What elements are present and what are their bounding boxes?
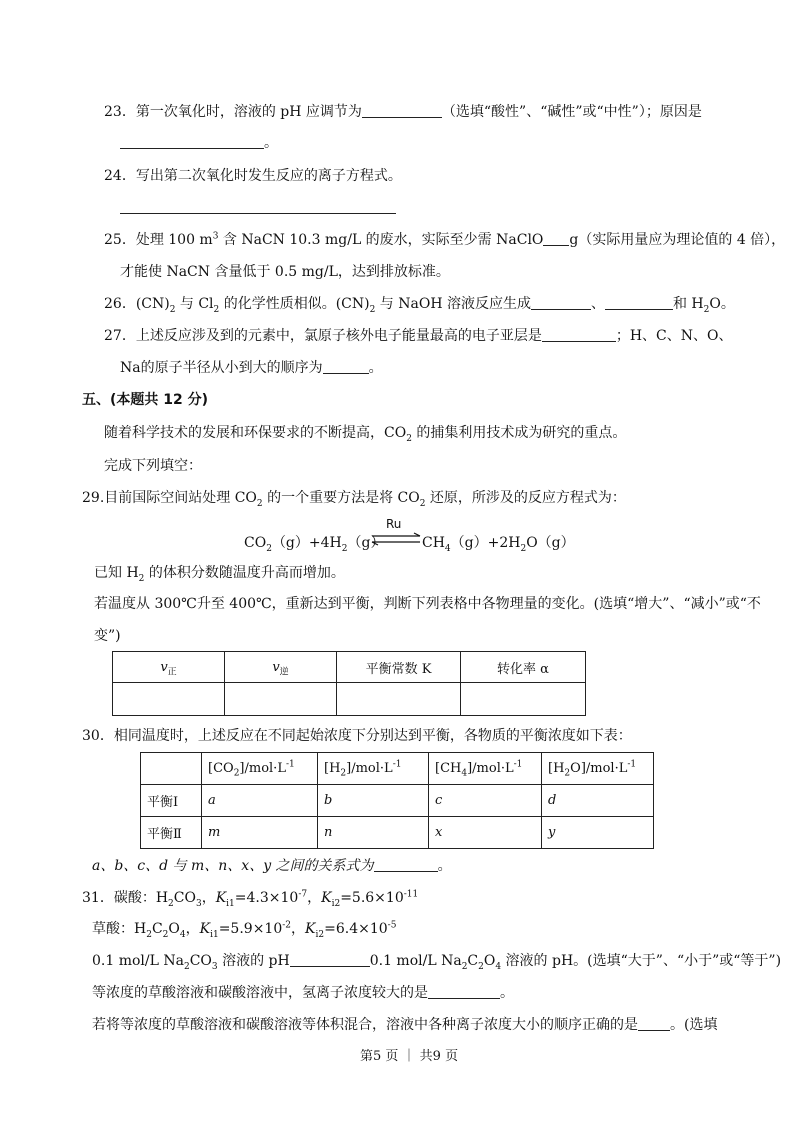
answer-v-forward[interactable]	[113, 683, 225, 716]
cell: b	[318, 785, 429, 817]
q23-line1: 23．第一次氧化时，溶液的 pH 应调节为 （选填“酸性”、“碱性”或“中性”）；原因是	[104, 104, 702, 120]
q29-catalyst: Ru	[386, 517, 402, 531]
q25-line2: 才能使 NaCN 含量低于 0.5 mg/L，达到排放标准。	[120, 264, 450, 280]
q26-line: 26．$(CN)_2$ 与 $Cl_2$ 的化学性质相似。$(CN)_2$ 与 NaOH 溶液反应生成 、 和 $H_2O$。	[104, 296, 735, 315]
header-v-reverse: $v_逆$	[225, 652, 337, 683]
q29-condition-2: 变”)	[94, 628, 121, 644]
q23-blank-reason[interactable]	[120, 134, 264, 149]
q31-oxalic: 草酸：$H_2C_2O_4$，$K_{i1}=5.9\times 10^{-2}$，$K_{i2}=6.4\times 10^{-5}$	[92, 920, 397, 940]
q23-line2: 。	[120, 133, 278, 153]
row-label: 平衡Ⅰ	[141, 785, 202, 817]
q30-text: 30．相同温度时，上述反应在不同起始浓度下分别达到平衡，各物质的平衡浓度如下表：	[82, 728, 632, 744]
q29-equation-right: $CH_4(g)+2H_2O(g)$	[422, 535, 575, 554]
q31-hplus: 等浓度的草酸溶液和碳酸溶液中，氢离子浓度较大的是 。	[92, 985, 514, 1001]
q26-blank-2[interactable]	[605, 295, 673, 310]
corner-cell	[141, 753, 202, 785]
equilibrium-arrow-icon	[370, 532, 422, 546]
q31-blank-order[interactable]	[638, 1016, 670, 1031]
q25-blank-naclo[interactable]	[543, 231, 569, 246]
header-co2: $[CO_2]/mol\cdot L^{-1}$	[202, 753, 318, 785]
header-ch4: $[CH_4]/mol\cdot L^{-1}$	[429, 753, 542, 785]
q29-condition: 若温度从 300℃升至 400℃，重新达到平衡，判断下列表格中各物理量的变化。(选填“增大”、“减小”或“不	[94, 596, 761, 612]
q24-answer-line[interactable]	[120, 213, 396, 214]
q23-blank-ph[interactable]	[362, 103, 442, 118]
q29-table	[112, 651, 586, 716]
row-label: 平衡Ⅱ	[141, 817, 202, 849]
q26-blank-1[interactable]	[531, 295, 591, 310]
header-h2o: $[H_2O]/mol\cdot L^{-1}$	[542, 753, 654, 785]
q29-equation-left: $CO_2(g)+4H_2(g)$	[244, 535, 385, 554]
q29-known: 已知 $H_2$ 的体积分数随温度升高而增加。	[94, 565, 345, 584]
q27-blank-subshell[interactable]	[542, 327, 616, 342]
header-v-forward: $v_正$	[113, 652, 225, 683]
page-footer: 第5 页 ｜ 共9 页	[360, 1049, 459, 1064]
q31-mix: 若将等浓度的草酸溶液和碳酸溶液等体积混合，溶液中各种离子浓度大小的顺序正确的是 。(选填	[92, 1017, 718, 1033]
q27-line1: 27．上述反应涉及到的元素中，氯原子核外电子能量最高的电子亚层是 ；H、C、N、O、	[104, 328, 733, 344]
cell: d	[542, 785, 654, 817]
q30-blank-relation[interactable]	[374, 857, 438, 872]
q30-table	[140, 752, 654, 849]
q31-carbonic: 31．碳酸：$H_2CO_3$，$K_{i1}=4.3\times 10^{-7}$，$K_{i2}=5.6\times 10^{-11}$	[82, 889, 419, 909]
q31-blank-hplus[interactable]	[428, 984, 500, 999]
q31-blank-ph[interactable]	[290, 952, 370, 967]
q27-blank-radius[interactable]	[323, 359, 369, 374]
cell: a	[202, 785, 318, 817]
header-conversion-rate: 转化率 α	[461, 652, 586, 683]
q29-line1: 29.目前国际空间站处理 $CO_2$ 的一个重要方法是将 $CO_2$ 还原，所涉及的反应方程式为：	[82, 490, 626, 509]
cell: n	[318, 817, 429, 849]
cell: x	[429, 817, 542, 849]
section5-intro: 随着科学技术的发展和环保要求的不断提高，$CO_2$ 的捕集利用技术成为研究的重点。	[104, 425, 627, 444]
header-h2: $[H_2]/mol\cdot L^{-1}$	[318, 753, 429, 785]
answer-conversion-rate[interactable]	[461, 683, 586, 716]
section5-title: 五、(本题共 12 分)	[82, 392, 209, 408]
q24-text: 24．写出第二次氧化时发生反应的离子方程式。	[104, 168, 402, 184]
header-equilibrium-constant: 平衡常数 K	[337, 652, 461, 683]
answer-equilibrium-constant[interactable]	[337, 683, 461, 716]
cell: y	[542, 817, 654, 849]
q27-line2: Na的原子半径从小到大的顺序为 。	[120, 360, 383, 376]
cell: m	[202, 817, 318, 849]
q30-relation: a、b、c、d 与 m、n、x、y 之间的关系式为 。	[92, 858, 452, 874]
section5-fill: 完成下列填空：	[104, 458, 202, 474]
q31-ph-compare: 0.1 mol/L $Na_2CO_3$ 溶液的 pH 0.1 mol/L $Na_2C_2O_4$ 溶液的 pH。(选填“大于”、“小于”或“等于”)	[92, 953, 782, 972]
cell: c	[429, 785, 542, 817]
q25-line1: 25．处理 100 $m^3$ 含 NaCN 10.3 mg/L 的废水，实际至少需 NaClO g（实际用量应为理论值的 4 倍），	[104, 231, 786, 248]
answer-v-reverse[interactable]	[225, 683, 337, 716]
